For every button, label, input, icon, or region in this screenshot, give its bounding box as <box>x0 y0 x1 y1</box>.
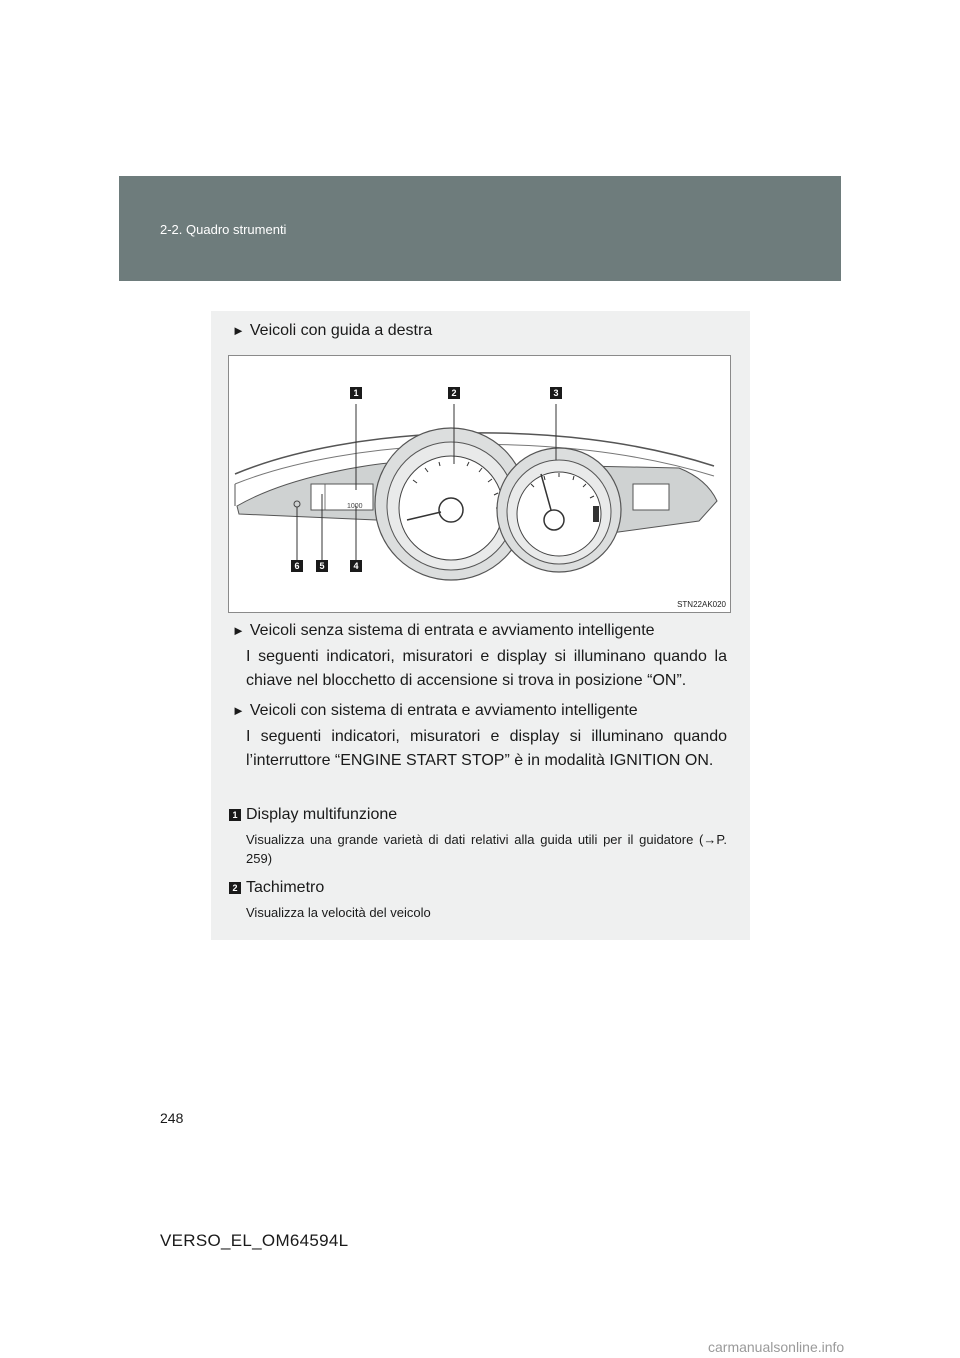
triangle-bullet-icon: ► <box>232 703 245 718</box>
page-number: 248 <box>160 1110 184 1126</box>
instrument-cluster-illustration <box>229 356 730 612</box>
display-readout: 1000 <box>347 503 363 510</box>
callout-2: 2 <box>448 387 460 399</box>
variant-heading-text: Veicoli con guida a destra <box>249 322 433 339</box>
no-smart-heading-text: Veicoli senza sistema di entrata e avviamento intelligente <box>249 622 655 639</box>
watermark: carmanualsonline.info <box>708 1339 845 1355</box>
callout-5: 5 <box>316 560 328 572</box>
triangle-bullet-icon: ► <box>232 323 245 338</box>
instrument-cluster-figure <box>228 355 731 613</box>
callout-3: 3 <box>550 387 562 399</box>
item-2-badge: 2 <box>229 882 241 894</box>
item-1-description: Visualizza una grande varietà di dati relativi alla guida utili per il guidatore (→P. 259) <box>246 832 727 866</box>
variant-heading <box>232 321 432 341</box>
figure-code: STN22AK020 <box>677 600 726 609</box>
no-smart-heading <box>232 621 655 641</box>
callout-6: 6 <box>291 560 303 572</box>
smart-heading <box>232 701 638 721</box>
triangle-bullet-icon: ► <box>232 623 245 638</box>
document-code: VERSO_EL_OM64594L <box>160 1231 349 1250</box>
section-header <box>119 176 841 281</box>
item-1-badge: 1 <box>229 809 241 821</box>
callout-4: 4 <box>350 560 362 572</box>
item-2-description: Visualizza la velocità del veicolo <box>246 905 431 920</box>
smart-heading-text: Veicoli con sistema di entrata e avviamento intelligente <box>249 702 638 719</box>
no-smart-paragraph: I seguenti indicatori, misuratori e display si illuminano quando la chiave nel blocchetto di accensione si trova in posizione “ON”. <box>246 648 727 689</box>
item-1-title: Display multifunzione <box>246 806 398 823</box>
callout-1: 1 <box>350 387 362 399</box>
smart-paragraph: I seguenti indicatori, misuratori e display si illuminano quando l’interruttore “ENGINE START STOP” è in modalità IGNITION ON. <box>246 728 727 769</box>
section-title: 2-2. Quadro strumenti <box>160 222 287 237</box>
item-2-title: Tachimetro <box>246 879 325 896</box>
